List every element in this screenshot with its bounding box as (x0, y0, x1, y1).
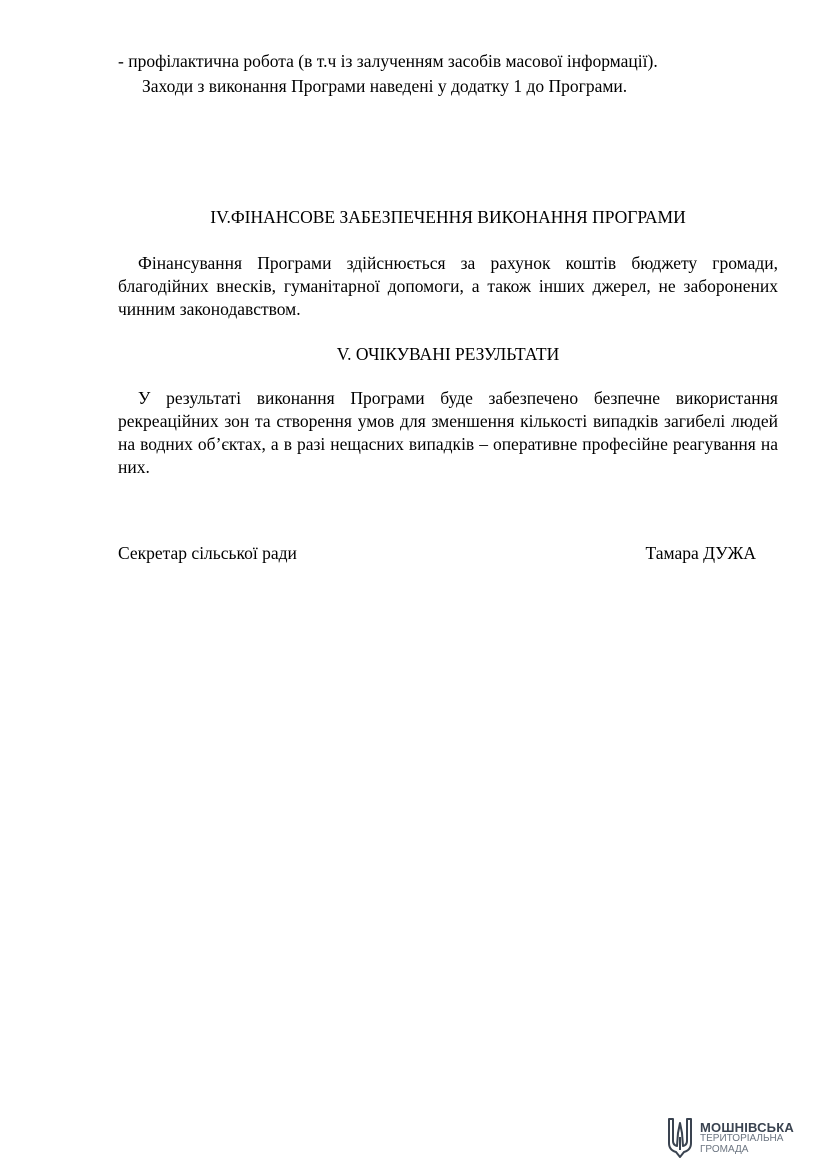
watermark-line-3: ГРОМАДА (700, 1143, 749, 1155)
community-watermark (666, 1115, 816, 1161)
section-5-paragraph: У результаті виконання Програми буде забезпечено безпечне використання рекреаційних зон та створення умов для зменшення кількості випадків загибелі людей на водних об’єктах, а в разі нещасних випадків – оперативне професійне реагування на них. (118, 388, 778, 477)
signature-position: Секретар сільської ради (118, 543, 297, 563)
section-4-body (118, 252, 778, 321)
section-4-paragraph: Фінансування Програми здійснюється за рахунок коштів бюджету громади, благодійних внесків, гуманітарної допомоги, а також інших джерел, не заборонених чинним законодавством. (118, 253, 778, 319)
watermark-line-2: ТЕРИТОРІАЛЬНА (700, 1132, 784, 1144)
section-4-heading: IV.ФІНАНСОВЕ ЗАБЕЗПЕЧЕННЯ ВИКОНАННЯ ПРОГРАМИ (210, 207, 686, 227)
watermark-title: МОШНІВСЬКА (700, 1119, 794, 1135)
section-5-body (118, 387, 778, 479)
intro-bullet-line: - профілактична робота (в т.ч із залученням засобів масової інформації). (118, 51, 658, 71)
section-5-heading: V. ОЧІКУВАНІ РЕЗУЛЬТАТИ (336, 344, 560, 364)
signature-name: Тамара ДУЖА (645, 543, 756, 563)
trident-icon (666, 1117, 694, 1159)
intro-appendix-line: Заходи з виконання Програми наведені у додатку 1 до Програми. (142, 76, 628, 96)
